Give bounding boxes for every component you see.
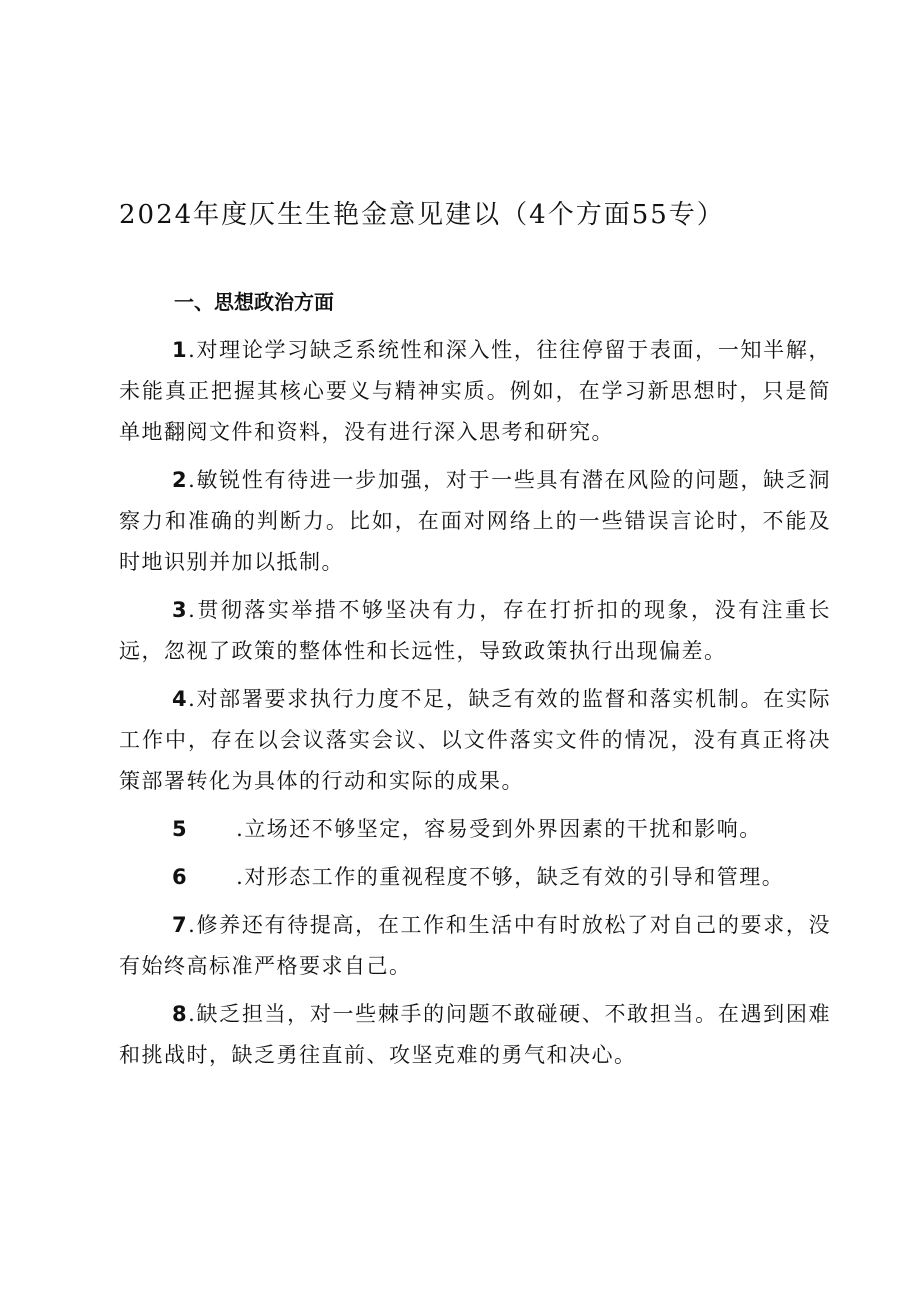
document-body — [119, 330, 831, 1083]
item-text: 缺乏担当，对一些棘手的问题不敢碰硬、不敢担当。在遇到困难和挑战时，缺乏勇往直前、攻坚克难的勇气和决心。 — [119, 1002, 831, 1067]
item-text: 对形态工作的重视程度不够，缺乏有效的引导和管理。 — [244, 865, 785, 889]
item-text: 立场还不够坚定，容易受到外界因素的干扰和影响。 — [244, 817, 762, 841]
item-separator: . — [188, 913, 197, 937]
item-number: 5 — [172, 817, 189, 841]
item-separator: . — [188, 687, 197, 711]
item-text: 对理论学习缺乏系统性和深入性，往往停留于表面，一知半解，未能真正把握其核心要义与精神实质。例如，在学习新思想时，只是简单地翻阅文件和资料，没有进行深入思考和研究。 — [119, 338, 831, 444]
item-number: 8 — [172, 1002, 189, 1026]
list-item — [119, 857, 831, 898]
item-text: 贯彻落实举措不够坚决有力，存在打折扣的现象，没有注重长远，忽视了政策的整体性和长远性，导致政策执行出现偏差。 — [119, 598, 831, 663]
item-text: 敏锐性有待进一步加强，对于一些具有潜在风险的问题，缺乏洞察力和准确的判断力。比如，在面对网络上的一些错误言论时，不能及时地识别并加以抵制。 — [119, 468, 831, 574]
item-number: 4 — [172, 687, 189, 711]
list-item — [119, 460, 831, 583]
list-item — [119, 994, 831, 1076]
item-text: 对部署要求执行力度不足，缺乏有效的监督和落实机制。在实际工作中，存在以会议落实会议、以文件落实文件的情况，没有真正将决策部署转化为具体的行动和实际的成果。 — [119, 687, 831, 793]
item-separator: . — [236, 817, 245, 841]
list-item — [119, 679, 831, 802]
item-separator: . — [188, 468, 197, 492]
item-separator: . — [188, 598, 197, 622]
list-item — [119, 905, 831, 987]
item-number: 1 — [172, 338, 189, 362]
document-title: 2024年度仄生生艳金意见建以（4个方面55专） — [119, 200, 725, 230]
list-item — [119, 590, 831, 672]
item-separator: . — [188, 1002, 197, 1026]
list-item — [119, 330, 831, 453]
item-separator: . — [188, 338, 197, 362]
item-number: 2 — [172, 468, 189, 492]
item-separator: . — [236, 865, 245, 889]
list-item — [119, 809, 831, 850]
item-number: 3 — [172, 598, 189, 622]
item-number: 6 — [172, 865, 189, 889]
item-number: 7 — [172, 913, 189, 937]
section-heading: 一、思想政治方面 — [174, 290, 334, 314]
item-text: 修养还有待提高，在工作和生活中有时放松了对自己的要求，没有始终高标准严格要求自己。 — [119, 913, 831, 978]
